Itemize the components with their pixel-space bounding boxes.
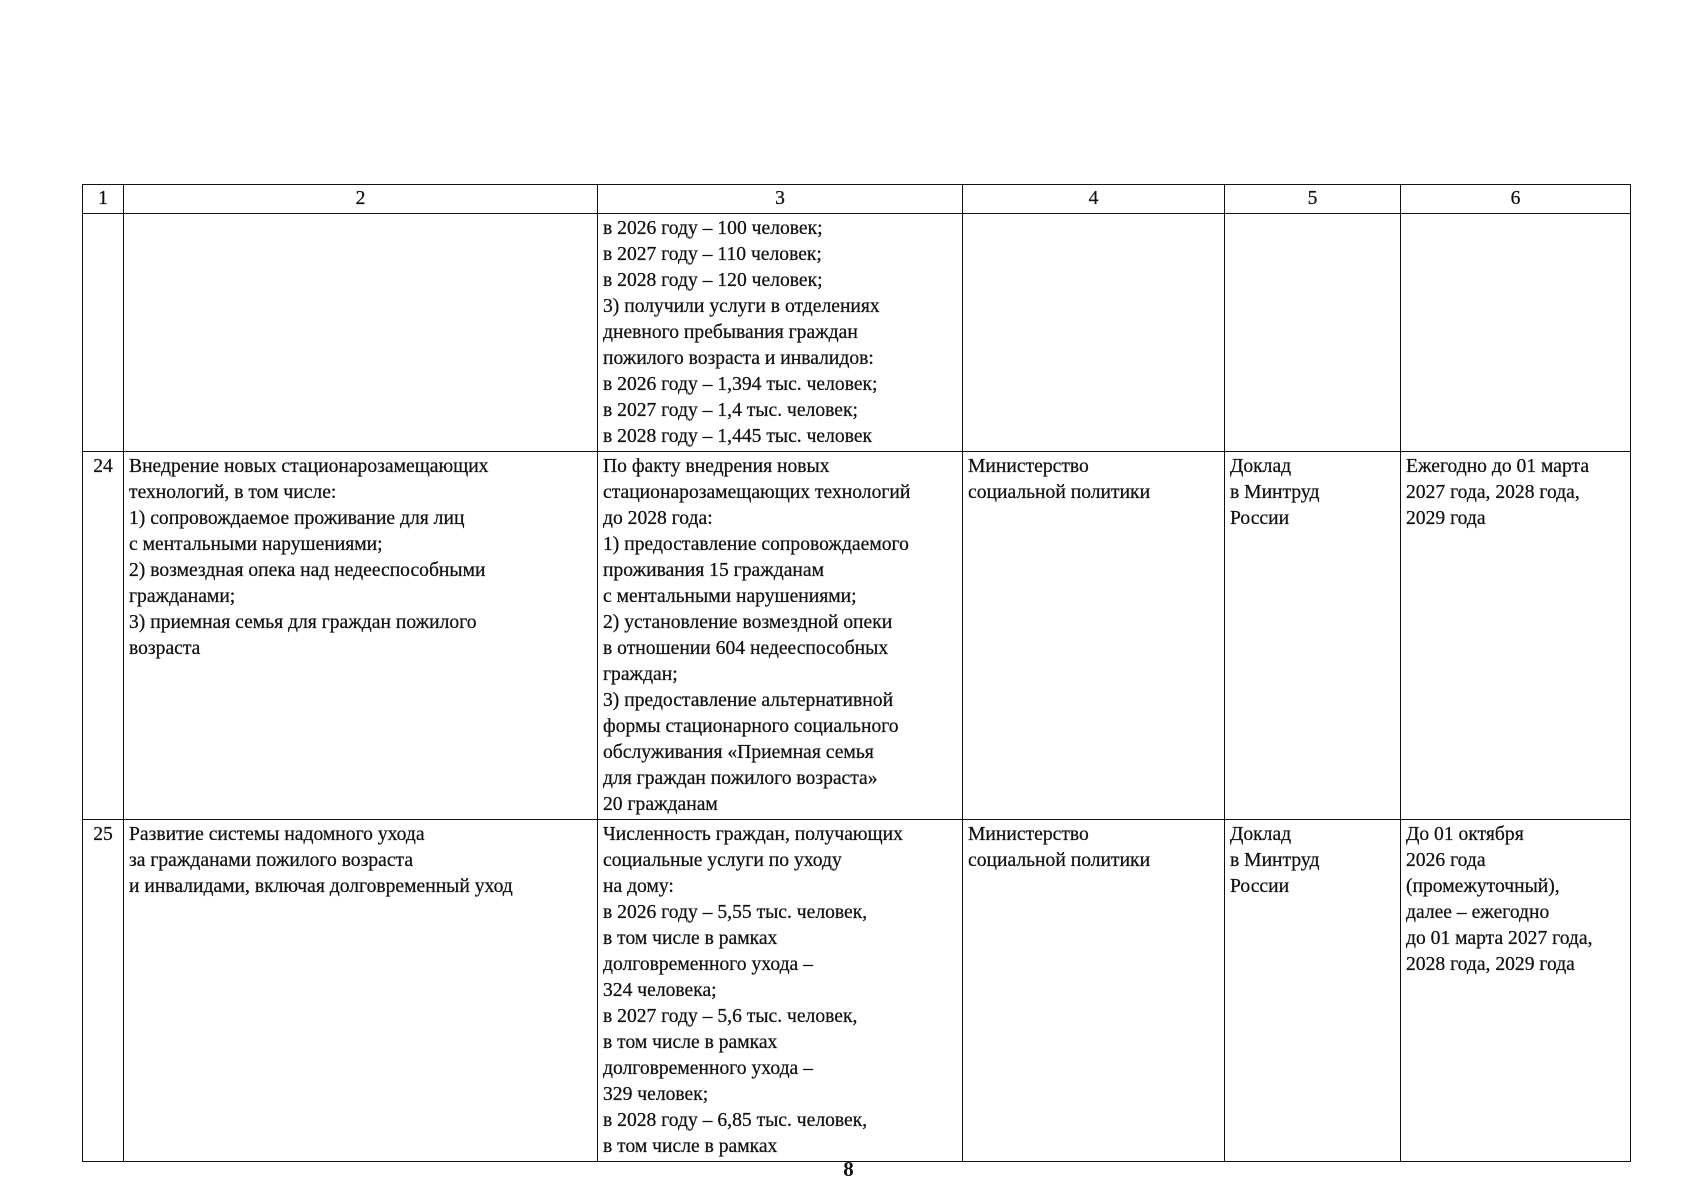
report-line: в Минтруд [1230, 482, 1320, 503]
measure-line: за гражданами пожилого возраста [129, 850, 414, 871]
indicator-line: в 2026 году – 100 человек; [603, 218, 823, 239]
indicator-line: пожилого возраста и инвалидов: [603, 348, 874, 369]
indicator-line: формы стационарного социального [603, 716, 899, 737]
indicator-cell [598, 214, 963, 452]
deadline-cell [1401, 452, 1631, 820]
indicator-line: 324 человека; [603, 980, 717, 1001]
deadline-line: До 01 октября [1406, 824, 1524, 845]
plan-table [82, 184, 1631, 1162]
indicator-line: По факту внедрения новых [603, 456, 830, 477]
indicator-line: в том числе в рамках [603, 1136, 778, 1157]
indicator-line: 1) предоставление сопровождаемого [603, 534, 909, 555]
indicator-line: в 2027 году – 5,6 тыс. человек, [603, 1006, 858, 1027]
executor-line: социальной политики [968, 850, 1151, 871]
measure-line: технологий, в том числе: [129, 482, 337, 503]
report-line: в Минтруд [1230, 850, 1320, 871]
deadline-line: далее – ежегодно [1406, 902, 1550, 923]
table-row-24 [83, 452, 1631, 820]
executor-line: Министерство [968, 824, 1089, 845]
row-number-cell [83, 214, 124, 452]
deadline-cell [1401, 820, 1631, 1162]
deadline-line: (промежуточный), [1406, 876, 1560, 897]
indicator-line: в 2028 году – 6,85 тыс. человек, [603, 1110, 868, 1131]
header-cell-5: 5 [1225, 185, 1401, 214]
indicator-line: на дому: [603, 876, 674, 897]
measure-line: 2) возмездная опека над недееспособными [129, 560, 486, 581]
indicator-line: 3) получили услуги в отделениях [603, 296, 880, 317]
table-row-continuation [83, 214, 1631, 452]
report-line: Доклад [1230, 824, 1292, 845]
deadline-line: 2029 года [1406, 508, 1486, 529]
indicator-line: 20 гражданам [603, 794, 718, 815]
measure-line: возраста [129, 638, 201, 659]
report-cell [1225, 452, 1401, 820]
indicator-line: стационарозамещающих технологий [603, 482, 911, 503]
deadline-line: 2027 года, 2028 года, [1406, 482, 1580, 503]
deadline-line: Ежегодно до 01 марта [1406, 456, 1590, 477]
table-row-25 [83, 820, 1631, 1162]
indicator-line: в 2026 году – 1,394 тыс. человек; [603, 374, 878, 395]
row-number-cell: 24 [83, 452, 124, 820]
report-cell [1225, 214, 1401, 452]
header-cell-2: 2 [124, 185, 598, 214]
indicator-line: в 2028 году – 1,445 тыс. человек [603, 426, 873, 447]
measure-cell [124, 820, 598, 1162]
report-cell [1225, 820, 1401, 1162]
indicator-line: в том числе в рамках [603, 1032, 778, 1053]
indicator-line: в 2028 году – 120 человек; [603, 270, 823, 291]
measure-line: с ментальными нарушениями; [129, 534, 383, 555]
indicator-line: для граждан пожилого возраста» [603, 768, 878, 789]
deadline-cell [1401, 214, 1631, 452]
header-cell-1: 1 [83, 185, 124, 214]
executor-cell [963, 452, 1225, 820]
deadline-line: 2026 года [1406, 850, 1486, 871]
executor-cell [963, 820, 1225, 1162]
indicator-line: в 2027 году – 110 человек; [603, 244, 822, 265]
indicator-cell [598, 820, 963, 1162]
deadline-line: до 01 марта 2027 года, [1406, 928, 1593, 949]
report-line: России [1230, 876, 1290, 897]
indicator-line: в отношении 604 недееспособных [603, 638, 889, 659]
report-line: Доклад [1230, 456, 1292, 477]
indicator-line: социальные услуги по уходу [603, 850, 842, 871]
measure-line: и инвалидами, включая долговременный уход [129, 876, 513, 897]
measure-cell [124, 214, 598, 452]
deadline-line: 2028 года, 2029 года [1406, 954, 1575, 975]
indicator-line: долговременного ухода – [603, 954, 813, 975]
executor-line: социальной политики [968, 482, 1151, 503]
indicator-line: в том числе в рамках [603, 928, 778, 949]
executor-line: Министерство [968, 456, 1089, 477]
header-cell-4: 4 [963, 185, 1225, 214]
indicator-line: в 2026 году – 5,55 тыс. человек, [603, 902, 868, 923]
indicator-line: дневного пребывания граждан [603, 322, 858, 343]
report-line: России [1230, 508, 1290, 529]
measure-line: 1) сопровождаемое проживание для лиц [129, 508, 465, 529]
table-header-row [83, 185, 1631, 214]
indicator-line: с ментальными нарушениями; [603, 586, 857, 607]
row-number-cell: 25 [83, 820, 124, 1162]
indicator-line: 3) предоставление альтернативной [603, 690, 894, 711]
indicator-line: до 2028 года: [603, 508, 713, 529]
document-sheet [82, 184, 1630, 1162]
indicator-line: граждан; [603, 664, 678, 685]
indicator-line: проживания 15 гражданам [603, 560, 824, 581]
measure-line: Развитие системы надомного ухода [129, 824, 425, 845]
measure-line: 3) приемная семья для граждан пожилого [129, 612, 477, 633]
header-cell-6: 6 [1401, 185, 1631, 214]
indicator-line: 329 человек; [603, 1084, 709, 1105]
indicator-line: долговременного ухода – [603, 1058, 813, 1079]
measure-cell [124, 452, 598, 820]
measure-line: Внедрение новых стационарозамещающих [129, 456, 489, 477]
indicator-line: в 2027 году – 1,4 тыс. человек; [603, 400, 858, 421]
indicator-line: Численность граждан, получающих [603, 824, 903, 845]
header-cell-3: 3 [598, 185, 963, 214]
indicator-line: 2) установление возмездной опеки [603, 612, 893, 633]
measure-line: гражданами; [129, 586, 236, 607]
indicator-line: обслуживания «Приемная семья [603, 742, 874, 763]
page-number: 8 [843, 1157, 854, 1181]
indicator-cell [598, 452, 963, 820]
executor-cell [963, 214, 1225, 452]
